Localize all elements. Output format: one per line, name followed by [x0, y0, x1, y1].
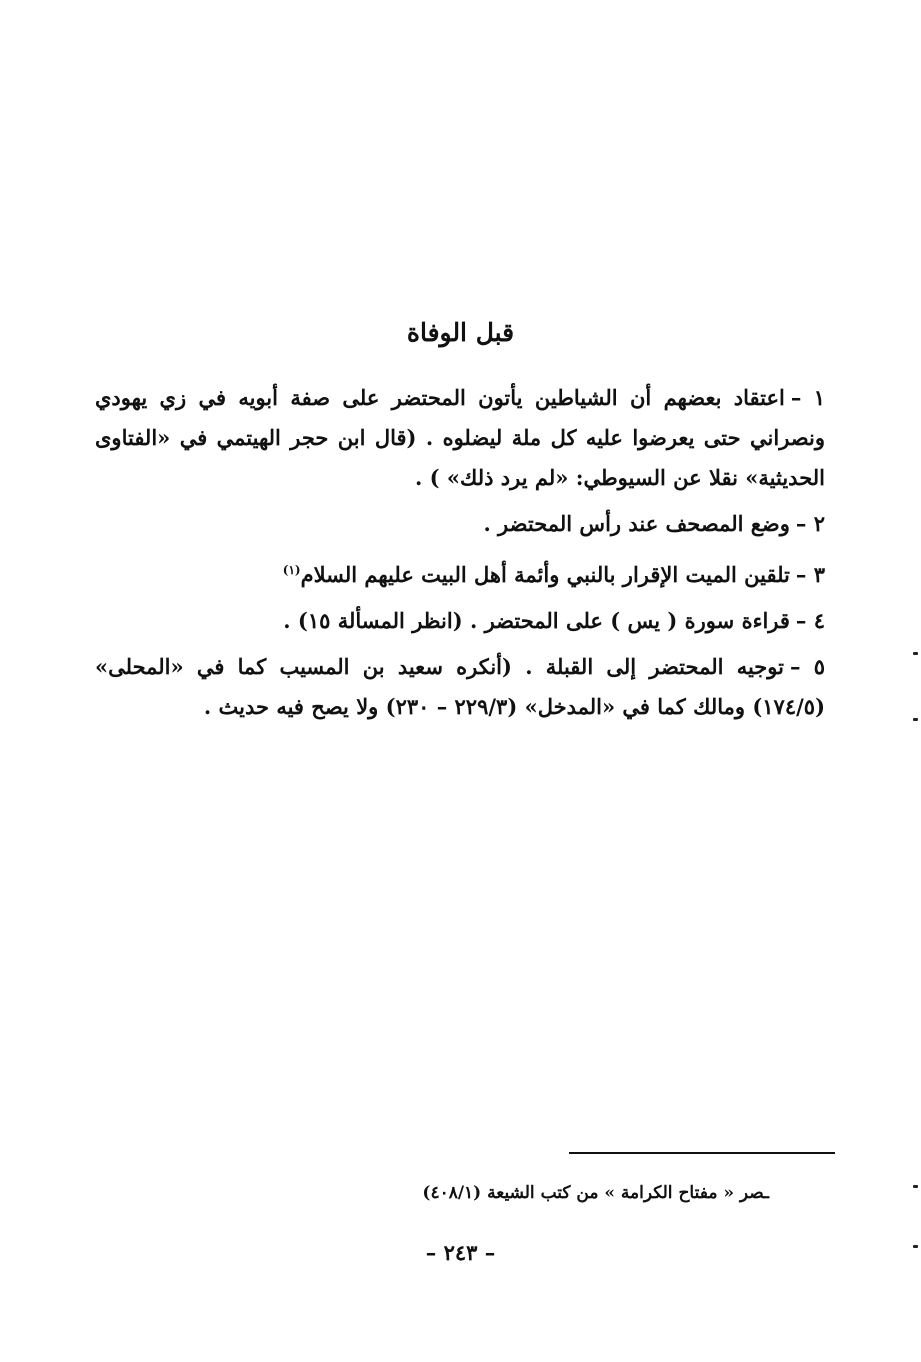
list-item-5	[95, 647, 825, 727]
item-text: تلقين الميت الإقرار بالنبي وأئمة أهل البيت عليهم السلام	[300, 562, 790, 587]
list-item-4	[95, 601, 825, 641]
item-number: ٢ –	[795, 511, 825, 536]
item-number: ٣ –	[795, 562, 825, 587]
footnote-reference: (١)	[282, 563, 301, 577]
item-number: ٥ –	[789, 654, 825, 679]
section-heading: قبل الوفاة	[406, 318, 515, 347]
footnote: ـصر « مفتاح الكرامة » من كتب الشيعة (٤٠٨/١)	[422, 1183, 769, 1203]
item-text: قراءة سورة ( يس ) على المحتضر . (انظر المسألة ١٥) .	[283, 608, 790, 633]
item-text: اعتقاد بعضهم أن الشياطين يأتون المحتضر على صفة أبويه في زي يهودي ونصراني حتى يعرضوا عليه كل ملة ليضلوه . (قال ابن حجر الهيتمي في «الفتاوى الحديثية» نقلا عن السيوطي: «لم يرد ذلك» ) .	[95, 385, 825, 490]
footnote-divider	[569, 1152, 835, 1154]
margin-mark	[913, 718, 918, 721]
list-item-1	[95, 378, 825, 498]
item-number: ٤ –	[795, 608, 825, 633]
margin-mark	[913, 1245, 918, 1248]
item-number: ١ –	[790, 385, 825, 410]
item-text: توجيه المحتضر إلى القبلة . (أنكره سعيد بن المسيب كما في «المحلى» (١٧٤/٥) ومالك كما في «المدخل» (٢٢٩/٣ – ٢٣٠) ولا يصح فيه حديث .	[95, 654, 825, 719]
margin-mark	[913, 1185, 918, 1188]
list-item-3	[95, 550, 825, 595]
body-text	[95, 378, 825, 733]
item-text: وضع المصحف عند رأس المحتضر .	[483, 511, 790, 536]
page-number: – ٢٤٣ –	[425, 1240, 496, 1265]
list-item-2	[95, 504, 825, 544]
margin-mark	[913, 652, 918, 655]
